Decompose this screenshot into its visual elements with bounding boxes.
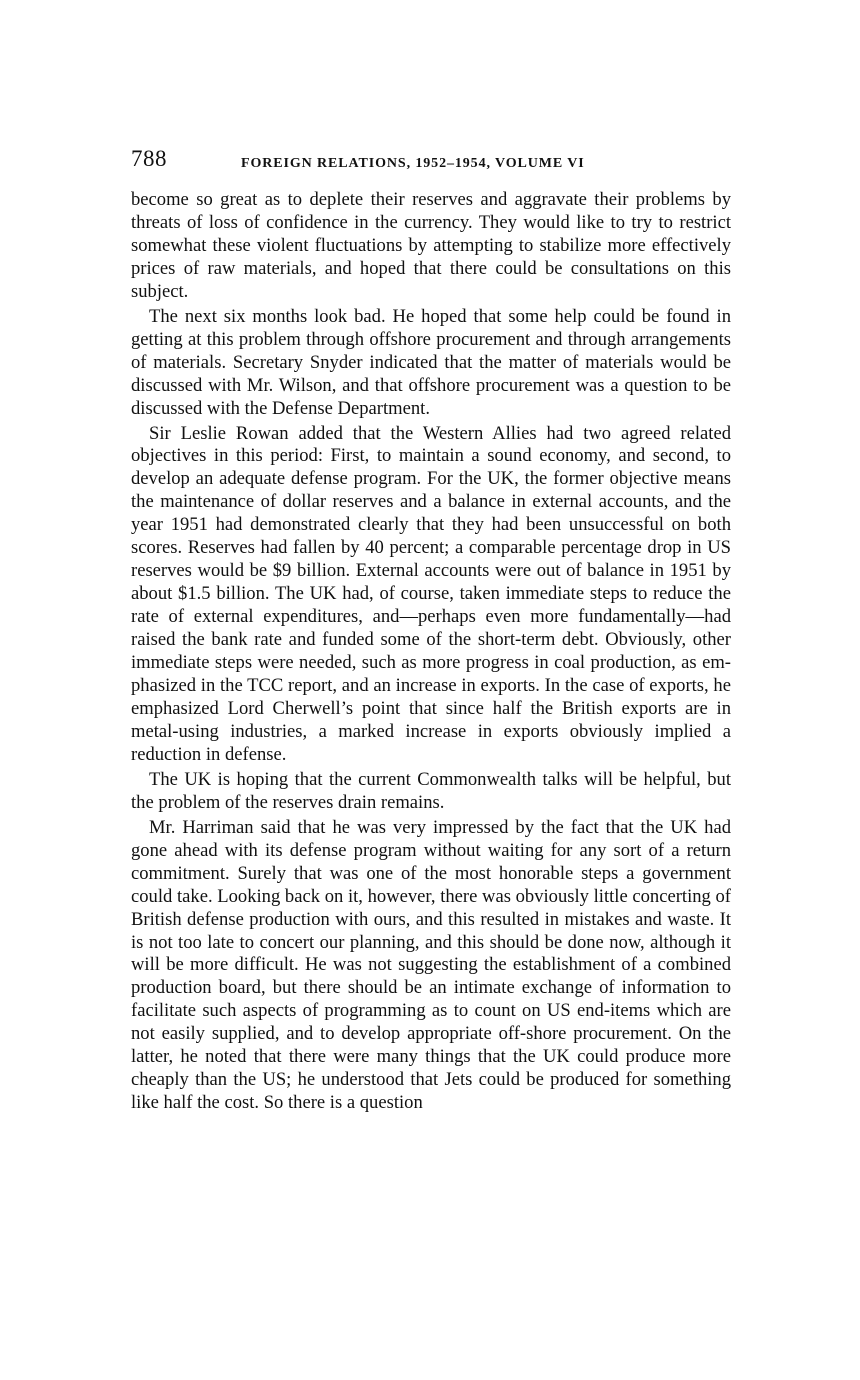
running-title: FOREIGN RELATIONS, 1952–1954, VOLUME VI (241, 156, 585, 171)
paragraph: The UK is hoping that the current Commonwealth talks will be helpful, but the problem of the reserves drain remains. (131, 768, 731, 813)
page-number: 788 (131, 146, 167, 171)
paragraph: Mr. Harriman said that he was very impressed by the fact that the UK had gone ahead with its defense program without waiting for any sort of a return commitment. Surely that was one of the most honorable steps a government could take. Looking back on it, however, there was obviously little concerting of British defense production with ours, and this resulted in mistakes and waste. It is not too late to concert our planning, and this should be done now, although it will be more difficult. He was not suggesting the establishment of a combined production board, but there should be an intimate exchange of information to facilitate such aspects of programming as to count on US end-items which are not easily supplied, and to develop appropriate off-shore procurement. On the latter, he noted that there were many things that the UK could produce more cheaply than the US; he understood that Jets could be produced for something like half the cost. So there is a question (131, 816, 731, 1114)
body-text (131, 189, 731, 1115)
running-head (131, 140, 731, 180)
paragraph: Sir Leslie Rowan added that the Western Allies had two agreed related objectives in this period: First, to maintain a sound economy, and second, to develop an adequate defense program. For the UK, the former objective means the maintenance of dollar reserves and a balance in external accounts, and the year 1951 had demonstrated clearly that they had been unsuccessful on both scores. Reserves had fallen by 40 percent; a comparable percentage drop in US reserves would be $9 billion. External accounts were out of balance in 1951 by about $1.5 billion. The UK had, of course, taken immediate steps to reduce the rate of external expenditures, and—perhaps even more fundamentally—had raised the bank rate and funded some of the short-term debt. Obviously, other immediate steps were needed, such as more progress in coal production, as emphasized in the TCC report, and an increase in exports. In the case of exports, he emphasized Lord Cherwell’s point that since half the British exports are in metal-using industries, a marked increase in exports obviously implied a reduction in defense. (131, 422, 731, 765)
paragraph: The next six months look bad. He hoped that some help could be found in getting at this problem through offshore procurement and through arrangements of materials. Secretary Snyder indicated that the matter of materials would be discussed with Mr. Wilson, and that offshore procurement was a question to be discussed with the Defense Department. (131, 305, 731, 419)
paragraph-continuation: become so great as to deplete their reserves and aggravate their problems by threats of loss of confidence in the currency. They would like to try to restrict somewhat these violent fluctuations by attempting to stabilize more effectively prices of raw materials, and hoped that there could be consultations on this subject. (131, 189, 731, 302)
document-page (131, 140, 731, 1117)
